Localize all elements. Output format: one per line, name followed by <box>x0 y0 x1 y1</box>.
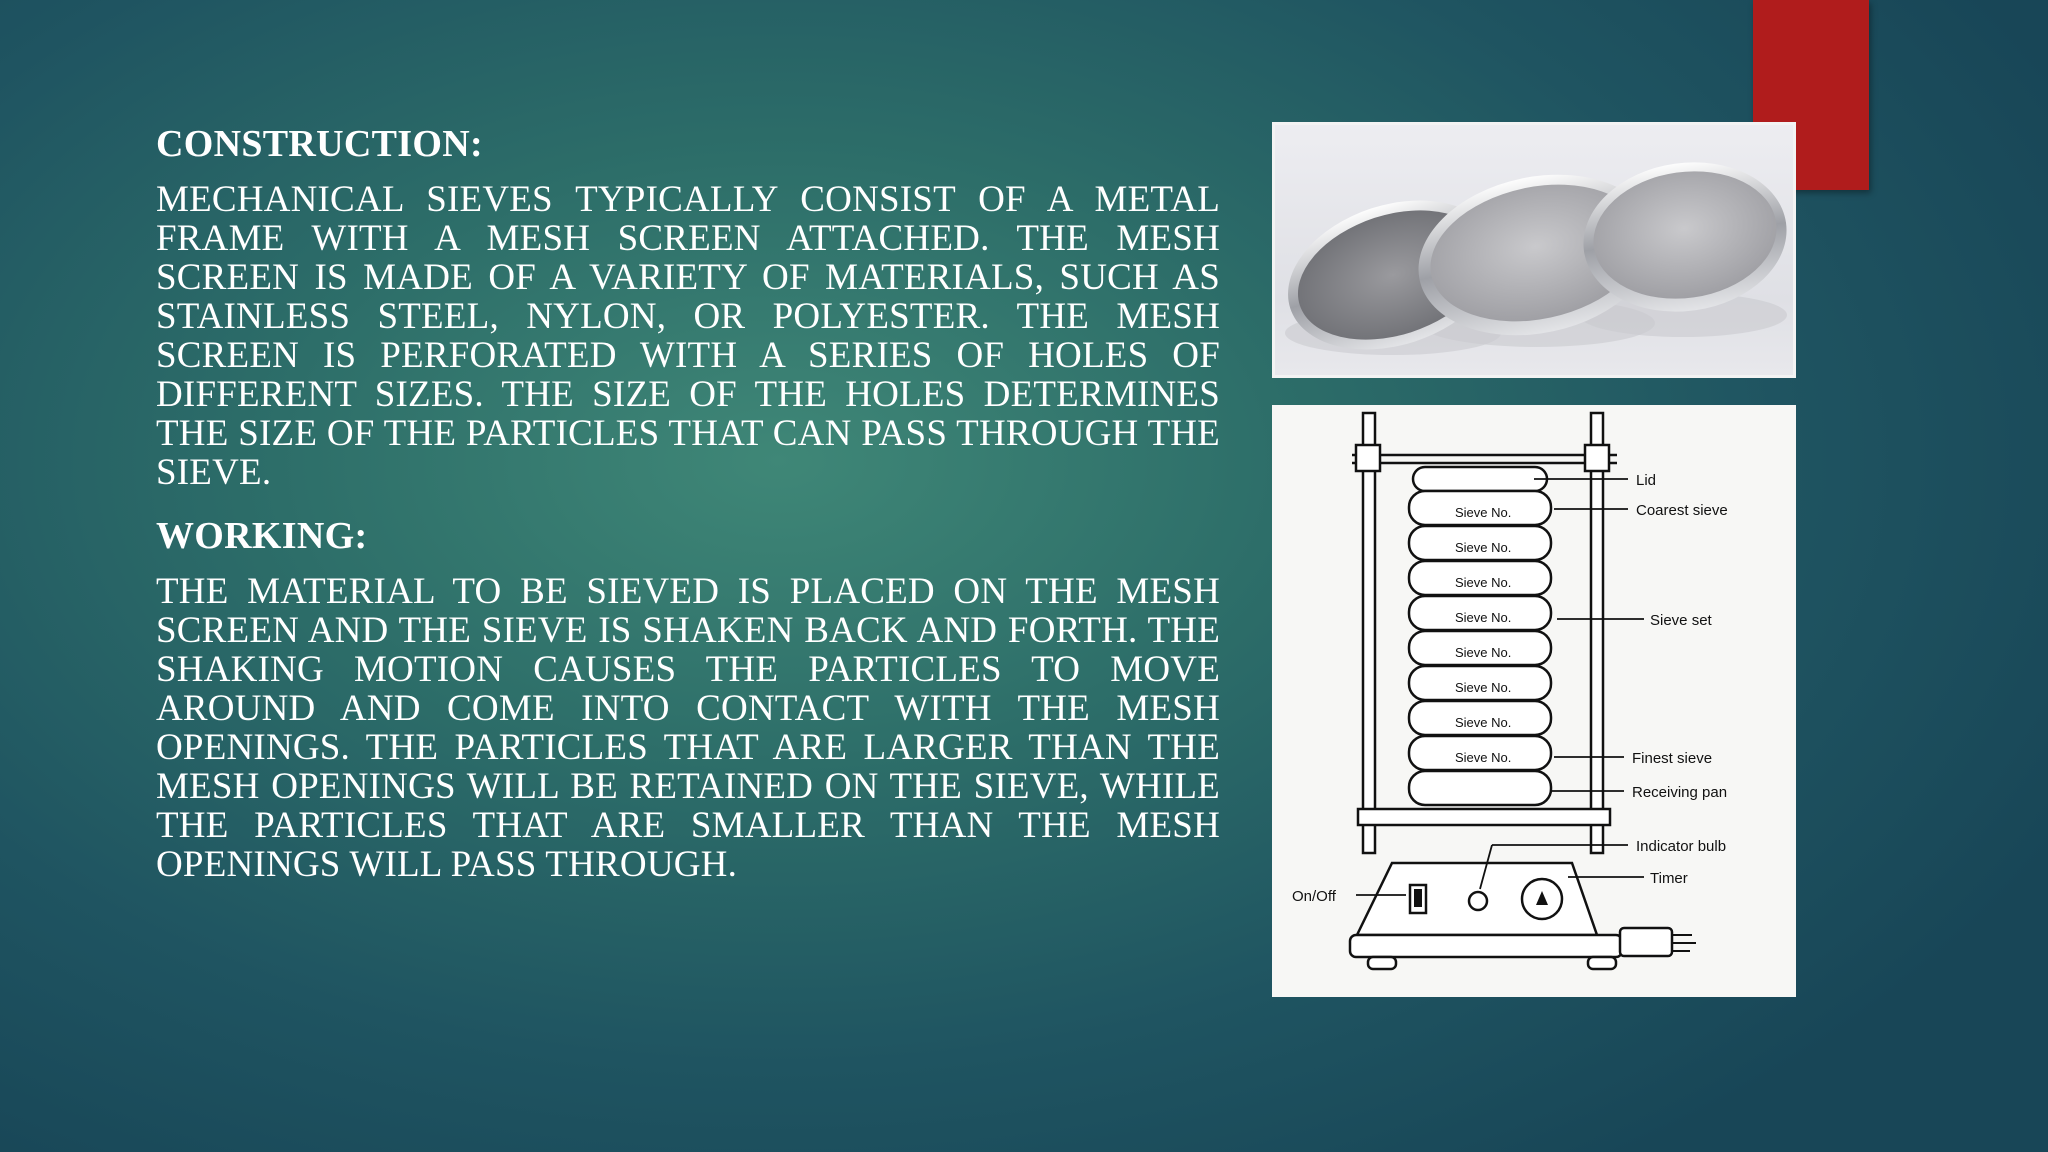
label-lid: Lid <box>1636 472 1657 489</box>
construction-heading: CONSTRUCTION: <box>156 123 483 165</box>
label-sieve-set: Sieve set <box>1650 612 1712 629</box>
sieve-tag: Sieve No. <box>1455 645 1512 660</box>
sieve-tag: Sieve No. <box>1455 750 1512 765</box>
sieve-tag: Sieve No. <box>1455 715 1512 730</box>
sieve-tag: Sieve No. <box>1455 505 1512 520</box>
working-paragraph: THE MATERIAL TO BE SIEVED IS PLACED ON THE MESH SCREEN AND THE SIEVE IS SHAKEN BACK AND FORTH. THE SHAKING MOTION CAUSES THE PARTICLES TO MOVE AROUND AND COME INTO CONTACT WITH THE MESH OPENINGS. THE PARTICLES THAT ARE LARGER THAN THE MESH OPENINGS WILL BE RETAINED ON THE SIEVE, WHILE THE PARTICLES THAT ARE SMALLER THAN THE MESH OPENINGS WILL PASS THROUGH. <box>156 571 1220 885</box>
label-on-off: On/Off <box>1292 888 1336 905</box>
text-column <box>156 118 1220 902</box>
label-finest-sieve: Finest sieve <box>1632 750 1713 767</box>
sieve-shaker-diagram <box>1272 405 1796 997</box>
sieves-photo <box>1272 122 1796 378</box>
sieve-tag: Sieve No. <box>1455 575 1512 590</box>
sieve-tag: Sieve No. <box>1455 610 1512 625</box>
plug-icon <box>1620 928 1672 956</box>
construction-paragraph: MECHANICAL SIEVES TYPICALLY CONSIST OF A METAL FRAME WITH A MESH SCREEN ATTACHED. THE MESH SCREEN IS MADE OF A VARIETY OF MATERIALS, SUCH AS STAINLESS STEEL, NYLON, OR POLYESTER. THE MESH SCREEN IS PERFORATED WITH A SERIES OF HOLES OF DIFFERENT SIZES. THE SIZE OF THE HOLES DETERMINES THE SIZE OF THE PARTICLES THAT CAN PASS THROUGH THE SIEVE. <box>156 179 1220 493</box>
indicator-bulb-icon <box>1469 892 1487 910</box>
label-receiving-pan: Receiving pan <box>1632 784 1728 801</box>
sieve-tag: Sieve No. <box>1455 540 1512 555</box>
label-timer: Timer <box>1650 870 1688 887</box>
label-indicator-bulb: Indicator bulb <box>1636 838 1727 855</box>
label-coarsest-sieve: Coarest sieve <box>1636 502 1728 519</box>
sieve-tag: Sieve No. <box>1455 680 1512 695</box>
working-heading: WORKING: <box>156 515 368 557</box>
shaker-base <box>1350 809 1622 969</box>
